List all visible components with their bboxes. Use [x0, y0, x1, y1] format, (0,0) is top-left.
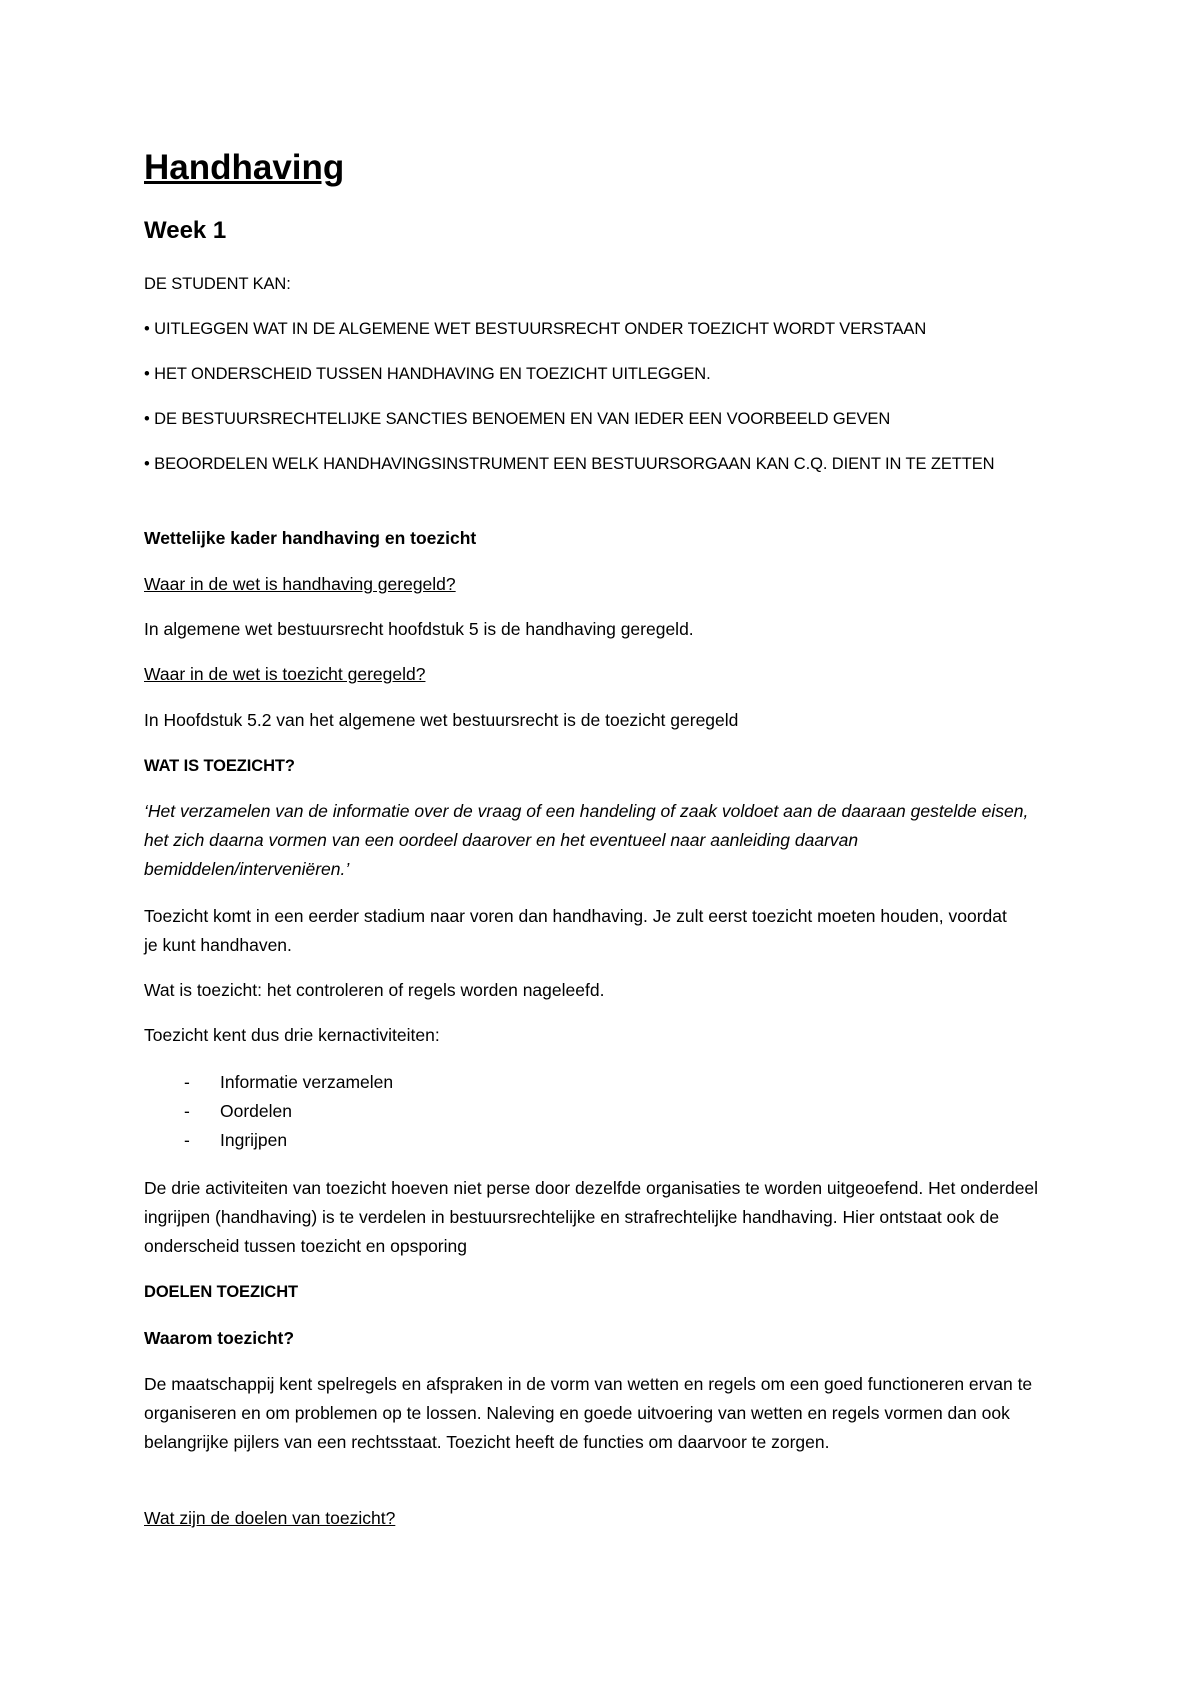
heading-wat-is-toezicht: WAT IS TOEZICHT? — [144, 757, 295, 775]
paragraph-activiteiten: De drie activiteiten van toezicht hoeven niet perse door dezelfde organisaties te worden uitgeoefend. Het onderdeel ingrijpen (handhaving) is te verdelen in bestuursrechtelijke en strafrechtelijke handhaving. Hier ontstaat ook de onderscheid tussen toezicht en opsporing — [144, 1178, 1039, 1256]
dash-bullet: - — [184, 1130, 190, 1150]
answer-toezicht: In Hoofdstuk 5.2 van het algemene wet bestuursrecht is de toezicht geregeld — [144, 710, 739, 730]
student-intro: DE STUDENT KAN: — [144, 275, 291, 293]
answer-handhaving: In algemene wet bestuursrecht hoofdstuk 5 is de handhaving geregeld. — [144, 619, 694, 639]
paragraph-stadium: Toezicht komt in een eerder stadium naar voren dan handhaving. Je zult eerst toezicht moeten houden, voordat je kunt handhaven. — [144, 906, 1007, 955]
question-toezicht: Waar in de wet is toezicht geregeld? — [144, 664, 426, 684]
objective-item: • DE BESTUURSRECHTELIJKE SANCTIES BENOEMEN EN VAN IEDER EEN VOORBEELD GEVEN — [144, 410, 891, 428]
paragraph-kernactiviteiten: Toezicht kent dus drie kernactiviteiten: — [144, 1025, 440, 1045]
paragraph-wat-is: Wat is toezicht: het controleren of regels worden nageleefd. — [144, 980, 605, 1000]
document-title: Handhaving — [144, 148, 345, 187]
objective-item: • UITLEGGEN WAT IN DE ALGEMENE WET BESTUURSRECHT ONDER TOEZICHT WORDT VERSTAAN — [144, 320, 927, 338]
heading-waarom-toezicht: Waarom toezicht? — [144, 1328, 295, 1348]
heading-doelen-toezicht: DOELEN TOEZICHT — [144, 1283, 299, 1301]
section-heading-kader: Wettelijke kader handhaving en toezicht — [144, 528, 477, 548]
objective-item: • HET ONDERSCHEID TUSSEN HANDHAVING EN TOEZICHT UITLEGGEN. — [144, 365, 711, 383]
week-heading: Week 1 — [144, 217, 227, 244]
question-handhaving: Waar in de wet is handhaving geregeld? — [144, 574, 456, 594]
definition-quote: ‘Het verzamelen van de informatie over de vraag of een handeling of zaak voldoet aan de daaraan gestelde eisen, het zich daarna vormen van een oordeel daarover en het eventueel naar aanleiding daarvan bemiddelen/interveniëren.’ — [144, 801, 1029, 879]
question-doelen: Wat zijn de doelen van toezicht? — [144, 1508, 396, 1528]
dash-bullet: - — [184, 1072, 190, 1092]
paragraph-maatschappij: De maatschappij kent spelregels en afspraken in de vorm van wetten en regels om een goed functioneren ervan te organiseren en om problemen op te lossen. Naleving en goede uitvoering van wetten en regels vormen dan ook belangrijke pijlers van een rechtsstaat. Toezicht heeft de functies om daarvoor te zorgen. — [144, 1374, 1033, 1452]
dash-bullet: - — [184, 1101, 190, 1121]
objective-item: • BEOORDELEN WELK HANDHAVINGSINSTRUMENT EEN BESTUURSORGAAN KAN C.Q. DIENT IN TE ZETTEN — [144, 455, 995, 473]
